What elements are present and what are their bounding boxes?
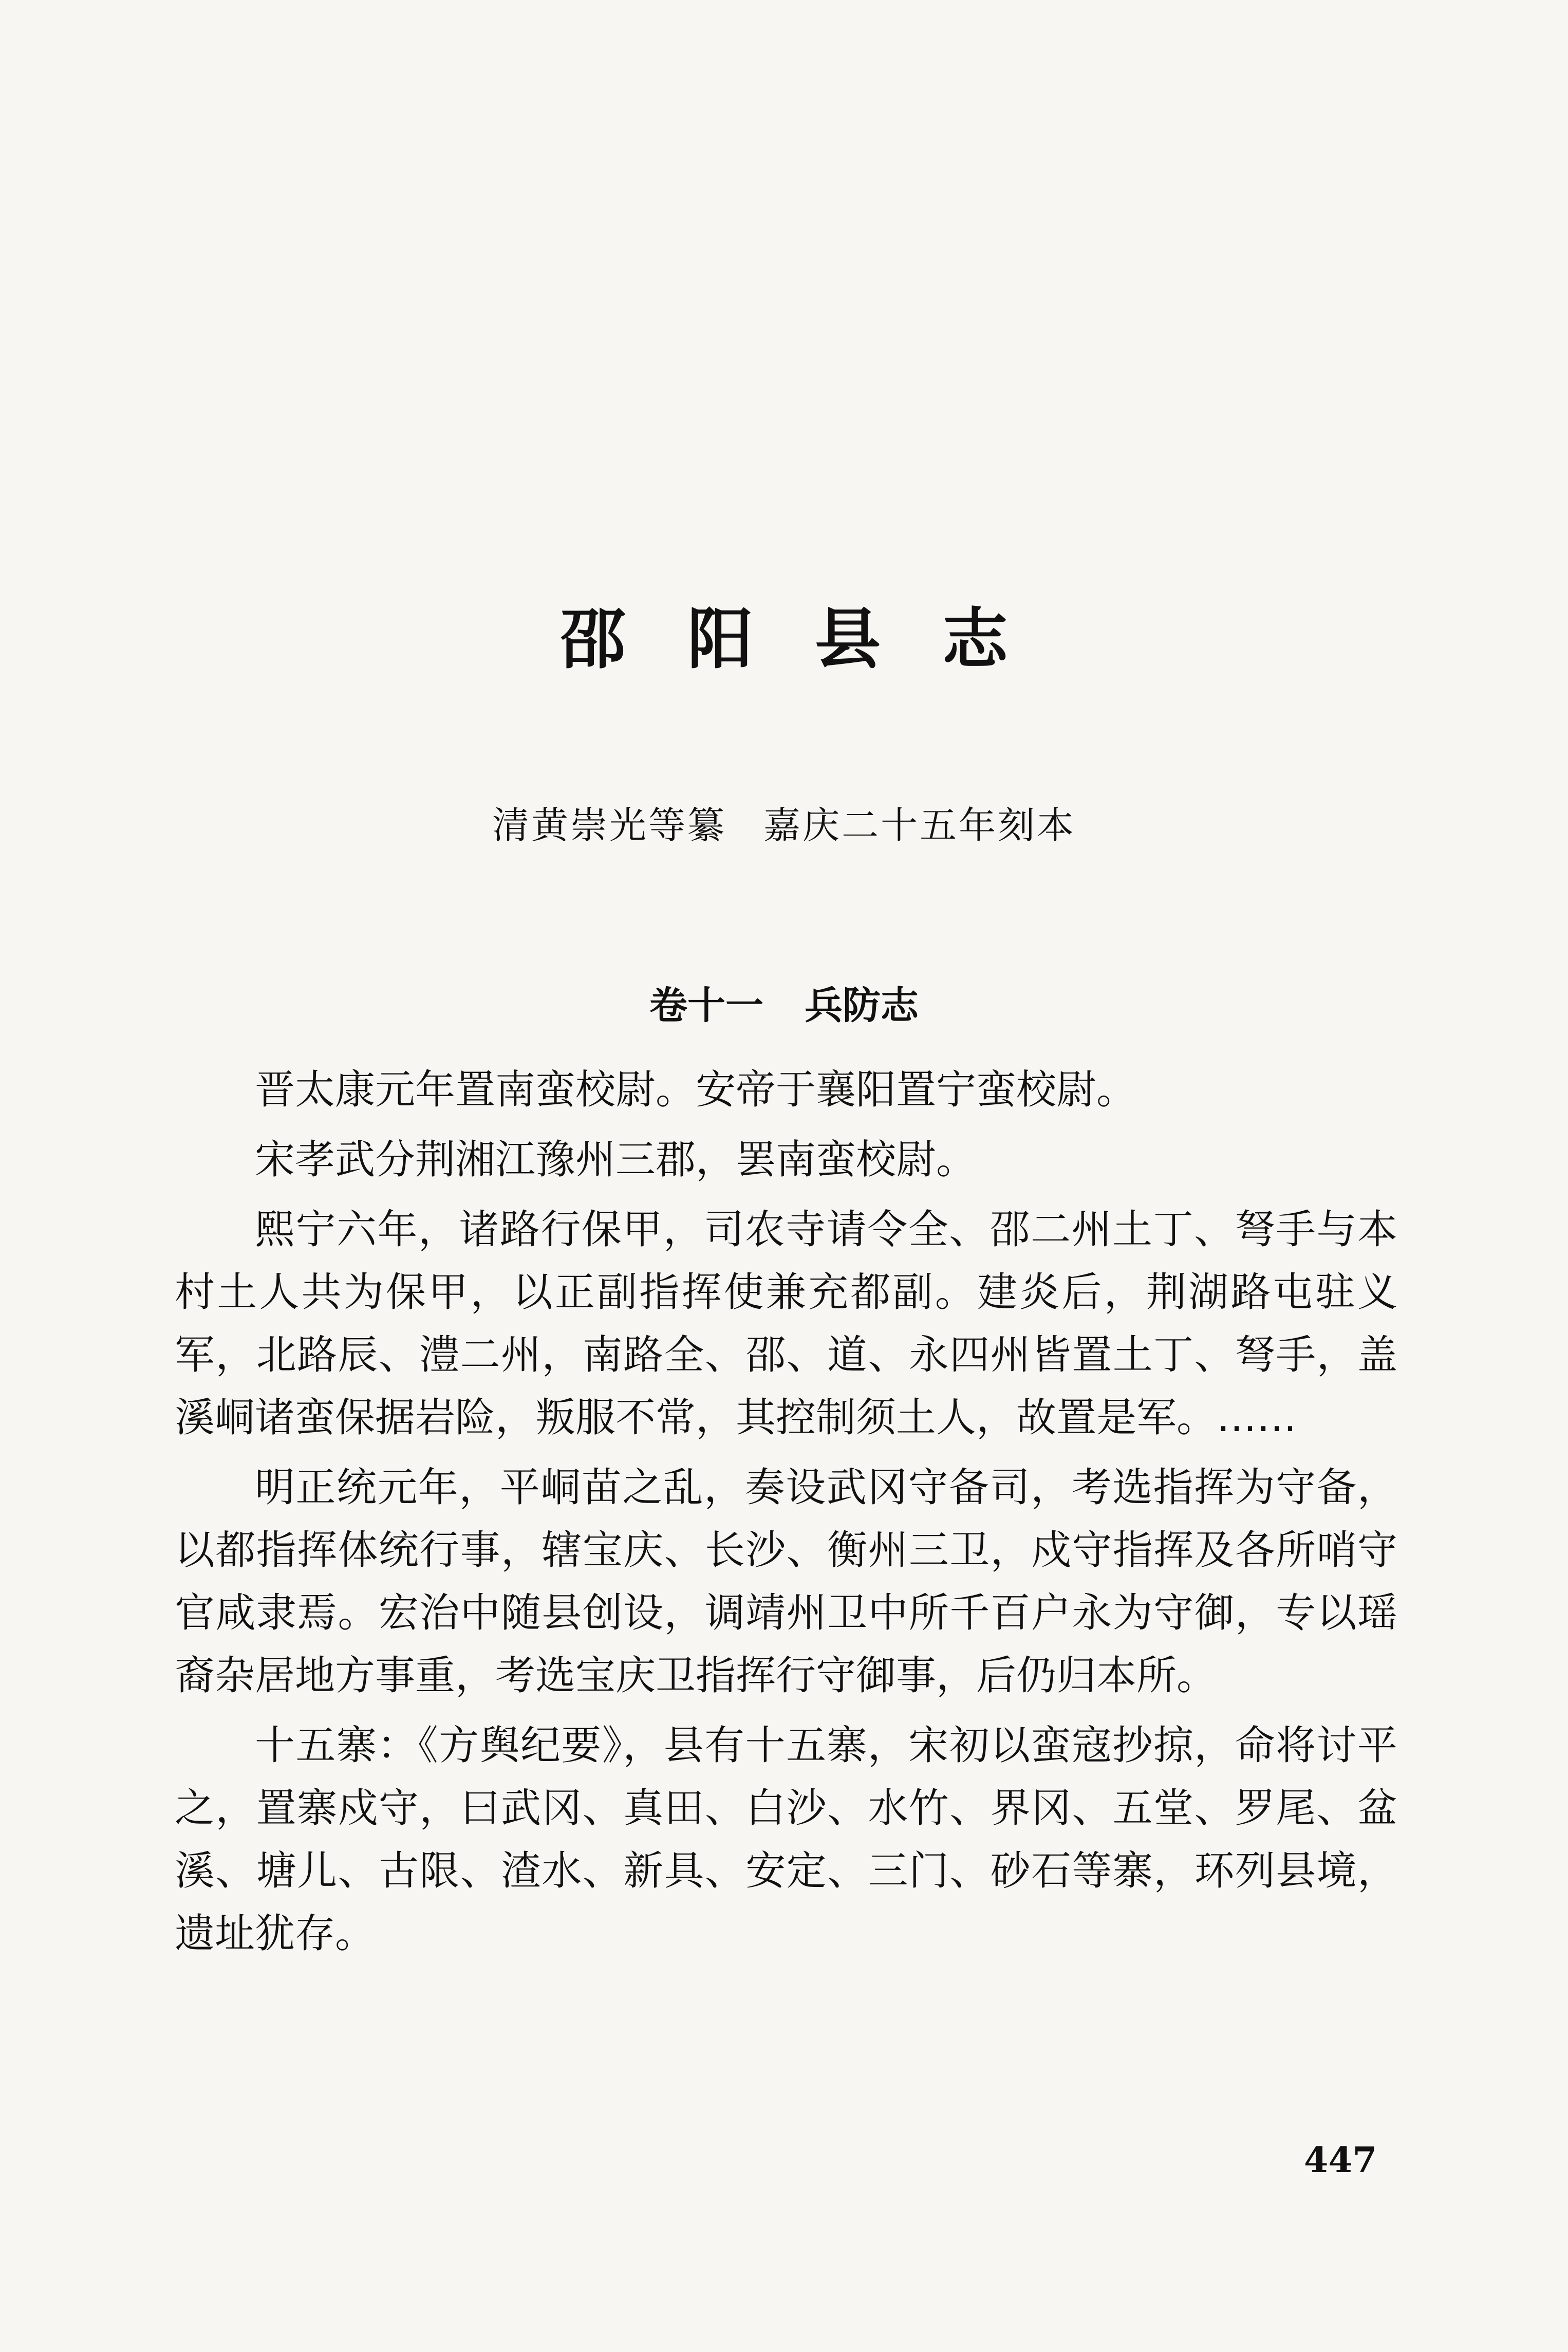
document-title: 邵阳县志 xyxy=(559,601,1070,678)
section-heading xyxy=(0,984,1568,1028)
paragraph: 晋太康元年置南蛮校尉。安帝于襄阳置宁蛮校尉。 xyxy=(255,1067,1137,1113)
paragraph: 熙宁六年，诸路行保甲，司农寺请令全、邵二州土丁、弩手与本村土人共为保甲，以正副指挥使兼充都副。建炎后，荆湖路屯驻义军，北路辰、澧二州，南路全、邵、道、永四州皆置土丁、弩手，盖溪峒诸蛮保据岩险，叛服不常，其控制须土人，故置是军。…… xyxy=(175,1207,1397,1441)
paragraph: 明正统元年，平峒苗之乱，奏设武冈守备司，考选指挥为守备，以都指挥体统行事，辖宝庆、长沙、衡州三卫，戍守指挥及各所哨守官咸隶焉。宏治中随县创设，调靖州卫中所千百户永为守御，专以瑶裔杂居地方事重，考选宝庆卫指挥行守御事，后仍归本所。 xyxy=(175,1465,1397,1699)
section-name: 兵防志 xyxy=(805,984,919,1028)
paragraph: 十五寨：《方舆纪要》，县有十五寨，宋初以蛮寇抄掠，命将讨平之，置寨戍守，曰武冈、真田、白沙、水竹、界冈、五堂、罗尾、盆溪、塘儿、古限、渣水、新具、安定、三门、砂石等寨，环列县境，遗址犹存。 xyxy=(175,1723,1397,1957)
section-volume: 卷十一 xyxy=(649,984,763,1028)
byline-compiler: 清黄崇光等纂 xyxy=(492,804,726,847)
paragraph: 宋孝武分荆湘江豫州三郡，罢南蛮校尉。 xyxy=(255,1137,977,1183)
body-text xyxy=(175,1059,1397,1972)
page-number: 447 xyxy=(1304,2140,1377,2181)
byline xyxy=(0,804,1568,847)
byline-edition: 嘉庆二十五年刻本 xyxy=(763,804,1076,847)
